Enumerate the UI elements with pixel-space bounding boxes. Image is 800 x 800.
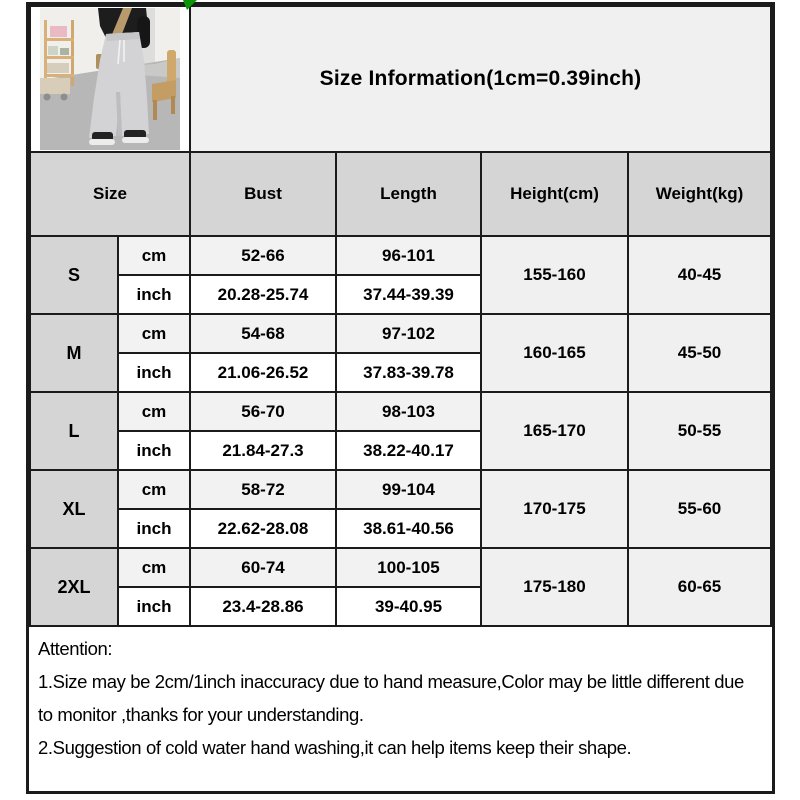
cell-unit-inch: inch (118, 587, 190, 626)
cell-unit-cm: cm (118, 548, 190, 587)
cell-size-m: M (30, 314, 118, 392)
attention-note-1: 1.Size may be 2cm/1inch inaccuracy due to hand measure,Color may be little different due to monitor ,thanks for your understanding. (38, 671, 744, 725)
table-header-row (30, 152, 771, 236)
cell-xl-cm-bust: 58-72 (190, 470, 336, 509)
cell-2xl-cm-bust: 60-74 (190, 548, 336, 587)
table-row (30, 392, 771, 431)
cell-s-inch-bust: 20.28-25.74 (190, 275, 336, 314)
cell-m-inch-length: 37.83-39.78 (336, 353, 481, 392)
cell-m-inch-bust: 21.06-26.52 (190, 353, 336, 392)
cell-2xl-inch-length: 39-40.95 (336, 587, 481, 626)
cell-size-xl: XL (30, 470, 118, 548)
cell-size-l: L (30, 392, 118, 470)
cell-unit-inch: inch (118, 353, 190, 392)
cell-unit-cm: cm (118, 236, 190, 275)
col-header-size: Size (30, 152, 190, 236)
col-header-bust: Bust (190, 152, 336, 236)
cell-unit-cm: cm (118, 470, 190, 509)
col-header-height: Height(cm) (481, 152, 628, 236)
cell-m-height: 160-165 (481, 314, 628, 392)
cell-s-height: 155-160 (481, 236, 628, 314)
table-row (30, 236, 771, 275)
cell-m-cm-bust: 54-68 (190, 314, 336, 353)
size-info-title: Size Information(1cm=0.39inch) (190, 6, 771, 152)
attention-title: Attention: (38, 638, 113, 659)
cell-unit-inch: inch (118, 275, 190, 314)
cell-unit-inch: inch (118, 431, 190, 470)
table-row (30, 548, 771, 587)
cell-unit-cm: cm (118, 392, 190, 431)
cell-s-weight: 40-45 (628, 236, 771, 314)
cell-size-s: S (30, 236, 118, 314)
cell-m-cm-length: 97-102 (336, 314, 481, 353)
product-photo-illustration (40, 8, 180, 150)
photo-title-row (30, 6, 771, 152)
cell-s-cm-bust: 52-66 (190, 236, 336, 275)
cell-unit-inch: inch (118, 509, 190, 548)
table-row (30, 470, 771, 509)
cell-s-cm-length: 96-101 (336, 236, 481, 275)
cell-xl-inch-bust: 22.62-28.08 (190, 509, 336, 548)
cell-l-cm-length: 98-103 (336, 392, 481, 431)
cell-l-inch-length: 38.22-40.17 (336, 431, 481, 470)
cell-size-2xl: 2XL (30, 548, 118, 626)
cell-2xl-inch-bust: 23.4-28.86 (190, 587, 336, 626)
table-row (30, 314, 771, 353)
cell-l-weight: 50-55 (628, 392, 771, 470)
cell-l-height: 165-170 (481, 392, 628, 470)
size-table (29, 5, 772, 627)
cell-s-inch-length: 37.44-39.39 (336, 275, 481, 314)
cell-m-weight: 45-50 (628, 314, 771, 392)
attention-note-2: 2.Suggestion of cold water hand washing,it can help items keep their shape. (38, 737, 632, 758)
size-chart-sheet (26, 2, 775, 794)
cell-2xl-weight: 60-65 (628, 548, 771, 626)
cell-l-inch-bust: 21.84-27.3 (190, 431, 336, 470)
product-photo-cell (30, 6, 190, 152)
cell-xl-weight: 55-60 (628, 470, 771, 548)
cell-l-cm-bust: 56-70 (190, 392, 336, 431)
cell-unit-cm: cm (118, 314, 190, 353)
attention-section (29, 627, 772, 791)
col-header-length: Length (336, 152, 481, 236)
cell-2xl-height: 175-180 (481, 548, 628, 626)
cell-2xl-cm-length: 100-105 (336, 548, 481, 587)
product-photo (31, 8, 189, 150)
col-header-weight: Weight(kg) (628, 152, 771, 236)
green-corner-flag-icon (183, 0, 199, 11)
cell-xl-inch-length: 38.61-40.56 (336, 509, 481, 548)
cell-xl-height: 170-175 (481, 470, 628, 548)
cell-xl-cm-length: 99-104 (336, 470, 481, 509)
